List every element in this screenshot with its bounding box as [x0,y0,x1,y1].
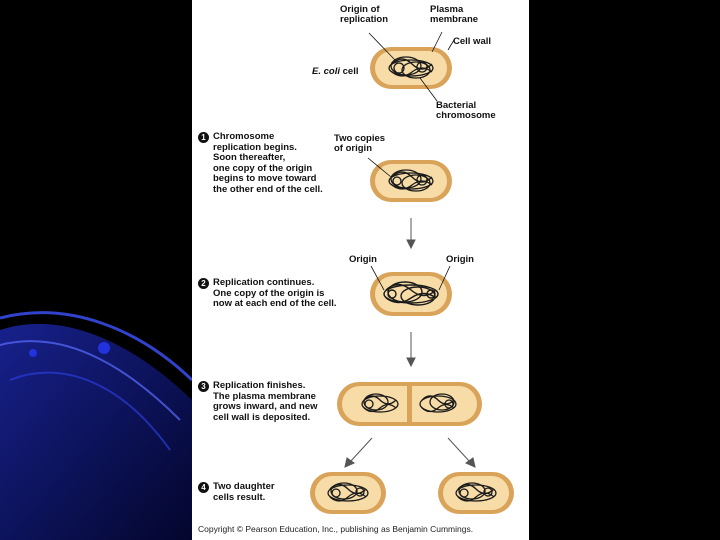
label-origin-left: Origin [349,254,377,265]
arrows-split [345,438,475,467]
step-2-number: 2 [198,278,209,289]
arrow-2 [407,332,415,366]
step-4-number: 4 [198,482,209,493]
daughter-cell-left [310,472,386,514]
label-bacterial-chromosome: Bacterial chromosome [436,100,496,121]
label-cell-wall: Cell wall [453,36,492,47]
label-ecoli-cell: E. coli cell [312,66,359,77]
label-origin-right: Origin [446,254,474,265]
label-plasma-membrane: Plasma membrane [430,4,479,25]
figure-panel [192,0,529,540]
step-4-text: 4 Two daughter cells result. [198,482,275,503]
label-two-copies-of-origin: Two copies of origin [334,133,386,154]
arrow-1 [407,218,415,248]
step1-cell [368,158,452,202]
copyright-notice: Copyright © Pearson Education, Inc., publishing as Benjamin Cummings. [198,524,474,534]
step-3-text: 3 Replication finishes. The plasma membrane grows inward, and new cell wall is deposited. [198,381,318,423]
step3-cell [337,382,482,426]
step-1-number: 1 [198,132,209,143]
step2-cell [370,266,452,316]
daughter-cell-right [438,472,514,514]
cell-division-diagram [192,0,529,540]
step-2-text: 2 Replication continues. One copy of the origin is now at each end of the cell. [198,278,337,310]
step-1-text: 1 Chromosome replication begins. Soon thereafter, one copy of the origin begins to move toward the other end of the cell. [198,132,323,195]
ecoli-cell [370,47,452,89]
label-origin-of-replication: Origin of replication [340,4,389,25]
step-3-number: 3 [198,381,209,392]
